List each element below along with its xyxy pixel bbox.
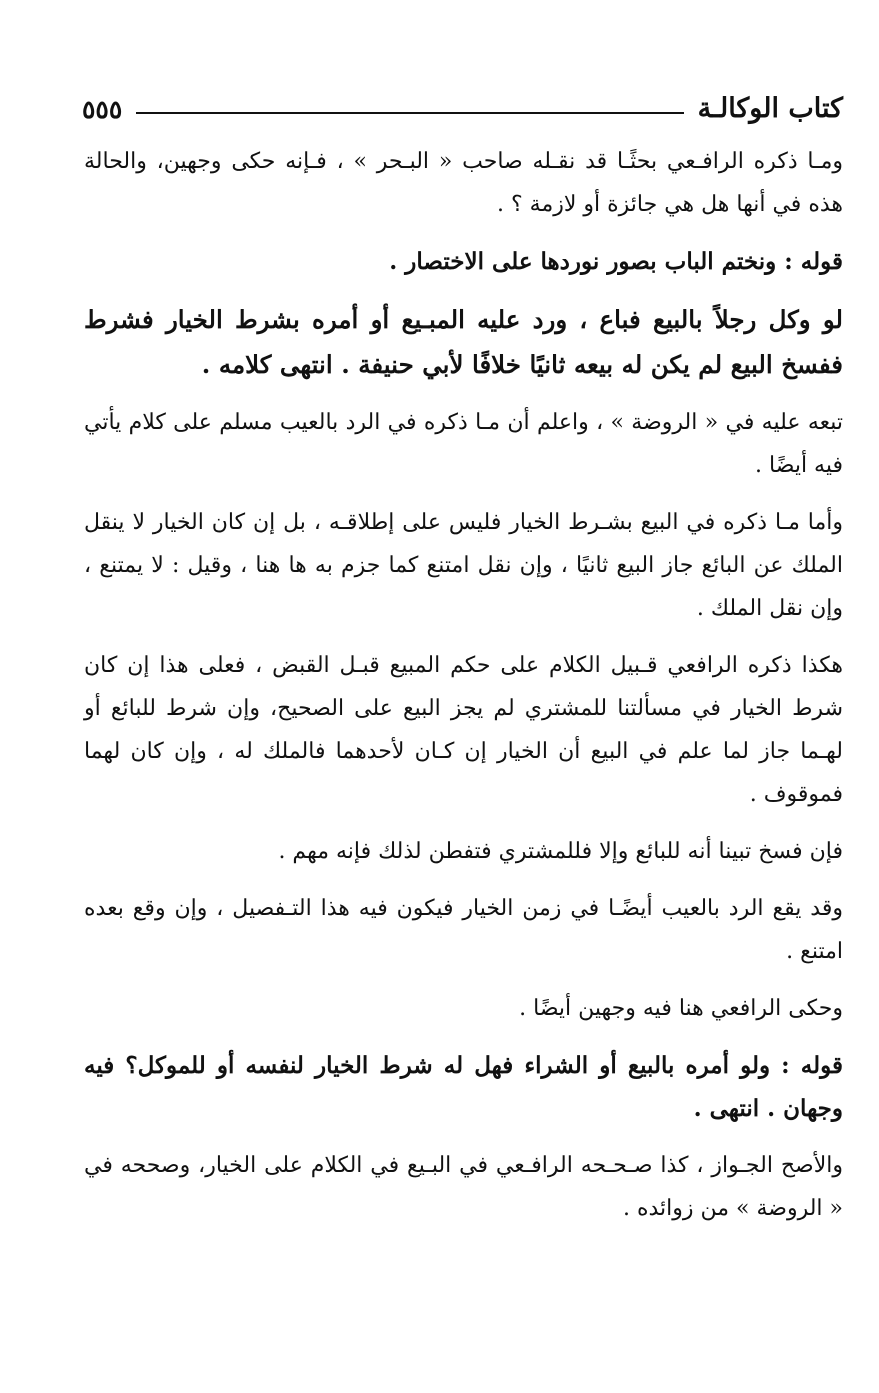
quoted-heading: قوله : ونختم الباب بصور نوردها على الاختصار . — [389, 248, 843, 275]
header-rule — [136, 112, 683, 114]
page-number: ٥٥٥ — [82, 95, 123, 124]
paragraph: وأما مـا ذكره في البيع بشـرط الخيار فليس على إطلاقـه ، بل إن كان الخيار لا ينقل الملك عن البائع جاز البيع ثانيًا ، وإن نقل امتنع كما جزم به ها هنا ، وقيل : لا يمتنع ، وإن نقل الملك . — [84, 510, 843, 621]
paragraph: تبعه عليه في « الروضة » ، واعلم أن مـا ذكره في الرد بالعيب مسلم على كلام يأتي فيه أيضًا . — [84, 410, 843, 478]
quoted-passage: لو وكل رجلاً بالبيع فباع ، ورد عليه المبـيع أو أمره بشرط الخيار فشرط ففسخ البيع لم يكن له بيعه ثانيًا خلافًا لأبي حنيفة . انتهى كلامه . — [84, 305, 843, 379]
paragraph: ومـا ذكره الرافـعي بحثًـا قد نقـله صاحب « البـحر » ، فـإنه حكى وجهين، والحالة هذه في أنها هل هي جائزة أو لازمة ؟ . — [84, 149, 843, 217]
running-header — [82, 78, 843, 122]
paragraph: فإن فسخ تبينا أنه للبائع وإلا فللمشتري فتفطن لذلك فإنه مهم . — [278, 839, 843, 864]
paragraph: وحكى الرافعي هنا فيه وجهين أيضًا . — [519, 996, 843, 1021]
paragraph: وقد يقع الرد بالعيب أيضًـا في زمن الخيار فيكون فيه هذا التـفصيل ، وإن وقع بعده امتنع . — [84, 896, 843, 964]
page-body — [84, 140, 843, 1244]
chapter-title: كتاب الوكالـة — [697, 93, 843, 124]
quoted-passage: قوله : ولو أمره بالبيع أو الشراء فهل له شرط الخيار لنفسه أو للموكل؟ فيه وجهان . انتهى . — [84, 1052, 843, 1122]
paragraph: هكذا ذكره الرافعي قـبيل الكلام على حكم المبيع قبـل القبض ، فعلى هذا إن كان شرط الخيار في مسألتنا للمشتري لم يجز البيع على الصحيح، وإن شرط للبائع أو لهـما جاز لما علم في البيع أن الخيار إن كـان لأحدهما فالملك له ، وإن كان لهما فموقوف . — [84, 653, 843, 807]
paragraph: والأصح الجـواز ، كذا صـحـحه الرافـعي في البـيع في الكلام على الخيار، وصححه في « الروضة » من زوائده . — [84, 1153, 843, 1221]
